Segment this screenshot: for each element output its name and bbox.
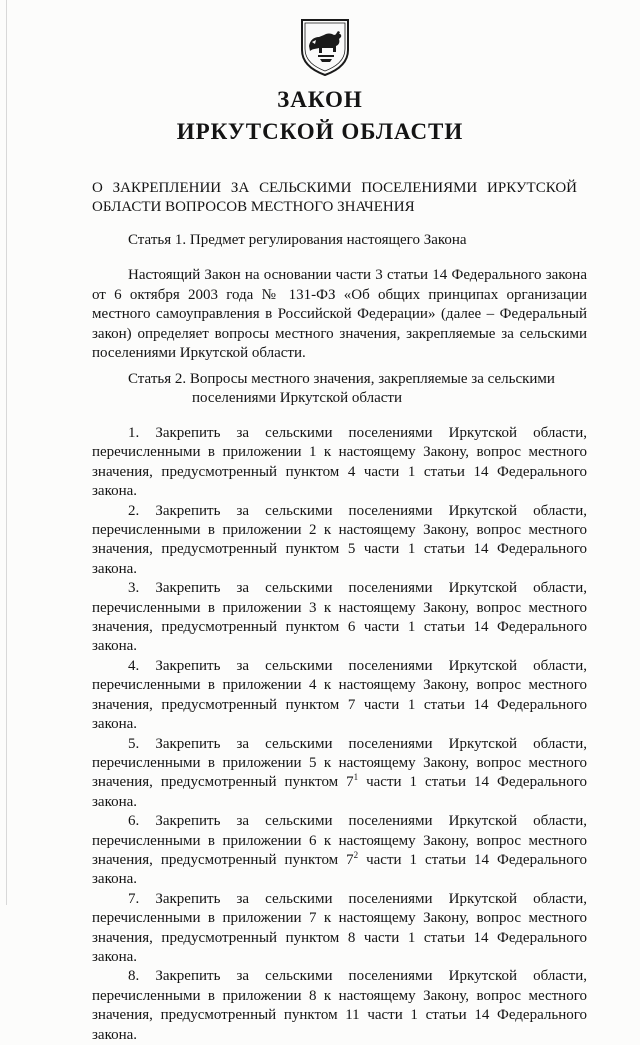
title-line-region: ИРКУТСКОЙ ОБЛАСТИ [176, 119, 464, 144]
article-2-heading-line2: поселениями Иркутской области [192, 390, 403, 406]
irkutsk-coat-of-arms-icon [300, 18, 350, 76]
article-2-heading [128, 370, 588, 408]
article-2-item: 3. Закрепить за сельскими поселениями Иркутской области, перечисленными в приложении 3 к настоящему Закону, вопрос местного значения, предусмотренный пунктом 6 части 1 статьи 14 Федерального закона. [92, 580, 587, 655]
article-2-item: 8. Закрепить за сельскими поселениями Иркутской области, перечисленными в приложении 8 к настоящему Закону, вопрос местного значения, предусмотренный пунктом 11 части 1 статьи 14 Федерального закона. [92, 968, 587, 1043]
title-line-law: ЗАКОН [277, 87, 363, 112]
article-2-items [92, 424, 587, 1045]
article-1-body: Настоящий Закон на основании части 3 статьи 14 Федерального закона от 6 октября 2003 года № 131-ФЗ «Об общих принципах организации местного самоуправления в Российской Федерации» (далее – Федеральный закон) определяет вопросы местного значения, закрепляемые за сельскими поселениями Иркутской области. [92, 267, 587, 361]
law-subject: О ЗАКРЕПЛЕНИИ ЗА СЕЛЬСКИМИ ПОСЕЛЕНИЯМИ ИРКУТСКОЙ ОБЛАСТИ ВОПРОСОВ МЕСТНОГО ЗНАЧЕНИЯ [92, 180, 577, 215]
article-2-item: 4. Закрепить за сельскими поселениями Иркутской области, перечисленными в приложении 4 к настоящему Закону, вопрос местного значения, предусмотренный пунктом 7 части 1 статьи 14 Федерального закона. [92, 657, 587, 733]
law-title [0, 86, 640, 146]
article-2-heading-line1: Статья 2. Вопросы местного значения, закрепляемые за сельскими [128, 371, 555, 387]
article-2-item: 6. Закрепить за сельскими поселениями Иркутской области, перечисленными в приложении 6 к настоящему Закону, вопрос местного значения, предусмотренный пунктом $7^2$ части 1 статьи 14 Федерального закона. [92, 813, 587, 888]
article-1-heading: Статья 1. Предмет регулирования настоящего Закона [128, 232, 467, 248]
article-2-item: 2. Закрепить за сельскими поселениями Иркутской области, перечисленными в приложении 2 к настоящему Закону, вопрос местного значения, предусмотренный пунктом 5 части 1 статьи 14 Федерального закона. [92, 502, 587, 577]
article-2-item: 7. Закрепить за сельскими поселениями Иркутской области, перечисленными в приложении 7 к настоящему Закону, вопрос местного значения, предусмотренный пунктом 8 части 1 статьи 14 Федерального закона. [92, 890, 587, 965]
article-2-item: 1. Закрепить за сельскими поселениями Иркутской области, перечисленными в приложении 1 к настоящему Закону, вопрос местного значения, предусмотренный пунктом 4 части 1 статьи 14 Федерального закона. [92, 425, 587, 500]
article-2-item: 5. Закрепить за сельскими поселениями Иркутской области, перечисленными в приложении 5 к настоящему Закону, вопрос местного значения, предусмотренный пунктом $7^1$ части 1 статьи 14 Федерального закона. [92, 735, 587, 810]
